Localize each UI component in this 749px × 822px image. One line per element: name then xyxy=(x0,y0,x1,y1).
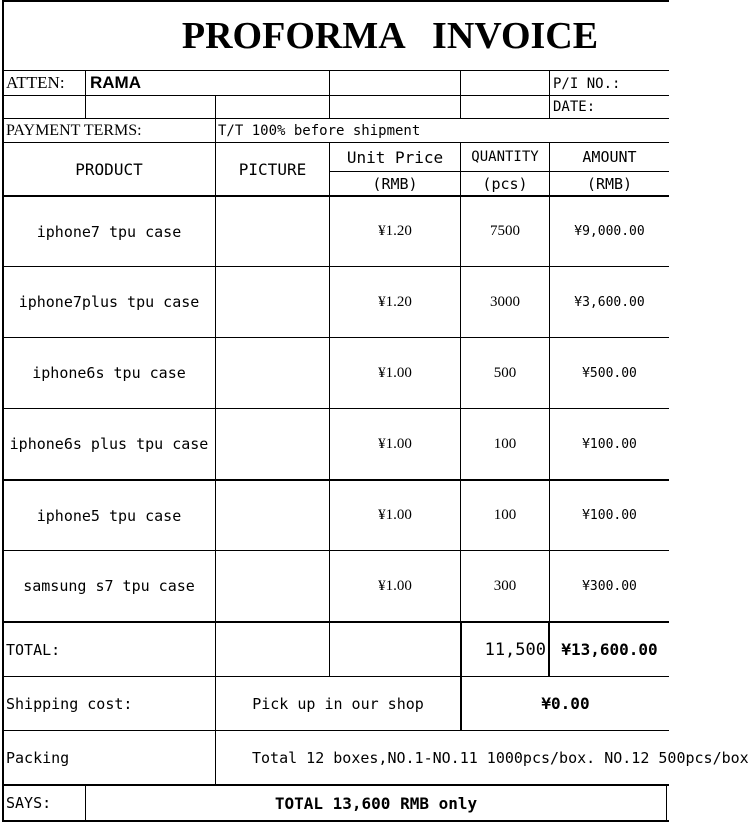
atten-value: RAMA xyxy=(90,73,141,92)
says-value: TOTAL 13,600 RMB only xyxy=(274,793,478,813)
column-header-unit-price-unit: (RMB) xyxy=(372,174,418,193)
quantity-cell: 300 xyxy=(493,577,517,594)
column-header-amount: AMOUNT xyxy=(582,148,637,166)
date-label: DATE: xyxy=(553,99,596,115)
packing-value: Total 12 boxes,NO.1-NO.11 1000pcs/box. NO.12 500pcs/box xyxy=(252,748,749,767)
product-cell: iphone7plus tpu case xyxy=(18,293,200,311)
unit-price-cell: ¥1.00 xyxy=(378,364,412,381)
packing-label: Packing xyxy=(6,748,70,767)
total-quantity: 11,500 xyxy=(484,639,546,660)
column-header-picture: PICTURE xyxy=(238,159,307,179)
invoice-title: PROFORMA INVOICE xyxy=(181,15,599,57)
shipping-method: Pick up in our shop xyxy=(252,694,424,713)
column-header-amount-unit: (RMB) xyxy=(586,174,633,193)
total-label: TOTAL: xyxy=(6,640,61,659)
column-header-product: PRODUCT xyxy=(75,159,143,179)
says-label: SAYS: xyxy=(6,794,52,812)
product-cell: iphone6s tpu case xyxy=(32,364,186,382)
unit-price-cell: ¥1.20 xyxy=(378,223,412,239)
amount-cell: ¥100.00 xyxy=(582,436,637,452)
unit-price-cell: ¥1.00 xyxy=(378,577,412,594)
product-cell: iphone7 tpu case xyxy=(36,222,182,241)
column-header-quantity: QUANTITY xyxy=(471,149,539,165)
product-cell: iphone6s plus tpu case xyxy=(9,435,209,453)
amount-cell: ¥300.00 xyxy=(582,578,637,594)
atten-label: ATTEN: xyxy=(6,73,65,92)
quantity-cell: 7500 xyxy=(490,223,520,239)
total-amount: ¥13,600.00 xyxy=(561,640,658,659)
quantity-cell: 100 xyxy=(493,507,517,523)
quantity-cell: 3000 xyxy=(490,293,520,310)
payment-terms-value: T/T 100% before shipment xyxy=(218,122,421,139)
shipping-cost: ¥0.00 xyxy=(541,694,590,713)
unit-price-cell: ¥1.00 xyxy=(378,507,412,523)
amount-cell: ¥3,600.00 xyxy=(574,294,645,310)
payment-terms-label: PAYMENT TERMS: xyxy=(6,121,142,139)
shipping-label: Shipping cost: xyxy=(6,694,133,713)
column-header-quantity-unit: (pcs) xyxy=(482,174,528,193)
pi-no-label: P/I NO.: xyxy=(553,76,621,92)
unit-price-cell: ¥1.20 xyxy=(378,293,412,310)
amount-cell: ¥9,000.00 xyxy=(574,224,645,239)
quantity-cell: 100 xyxy=(493,435,517,452)
amount-cell: ¥100.00 xyxy=(582,508,637,523)
column-header-unit-price: Unit Price xyxy=(346,147,444,167)
amount-cell: ¥500.00 xyxy=(582,365,637,381)
unit-price-cell: ¥1.00 xyxy=(378,435,412,452)
quantity-cell: 500 xyxy=(493,364,517,381)
product-cell: iphone5 tpu case xyxy=(36,506,182,525)
product-cell: samsung s7 tpu case xyxy=(23,577,195,595)
